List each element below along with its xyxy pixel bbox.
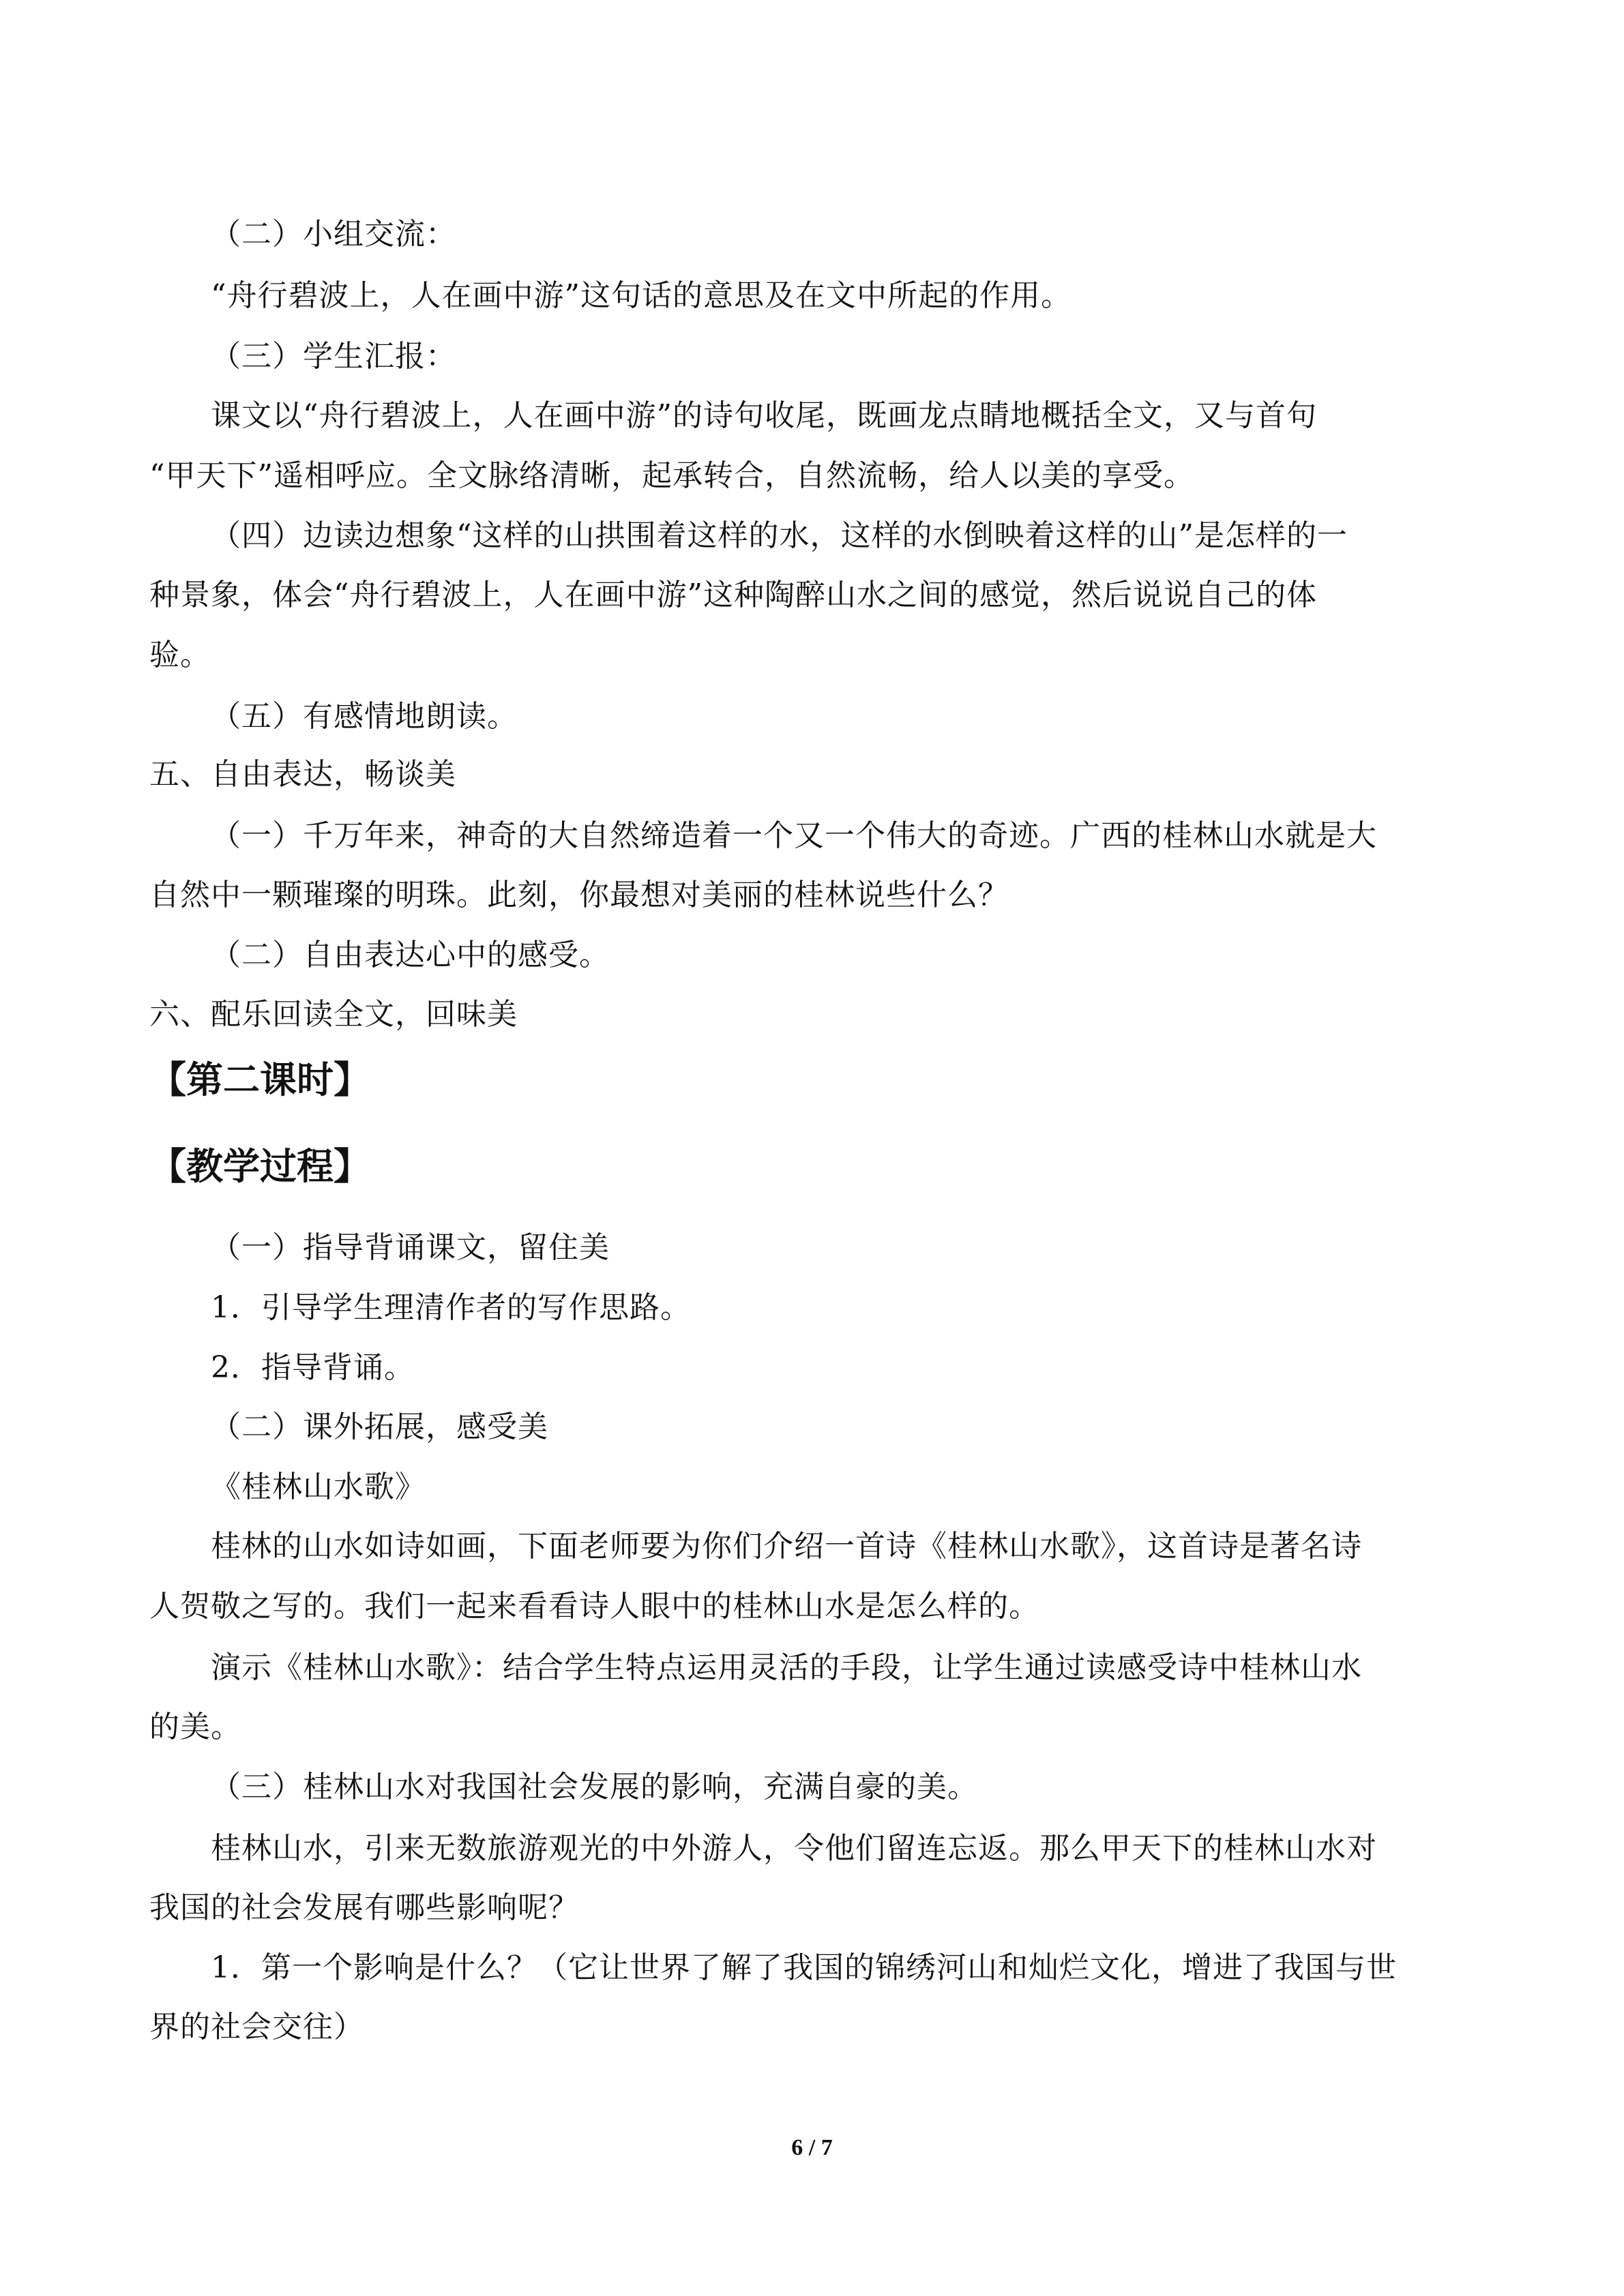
paragraph-line: 课文以“舟行碧波上，人在画中游”的诗句收尾，既画龙点睛地概括全文，又与首句 <box>211 398 1317 433</box>
paragraph-line: 人贺敬之写的。我们一起来看看诗人眼中的桂林山水是怎么样的。 <box>149 1589 1039 1624</box>
paragraph-line: （二）小组交流： <box>211 217 456 252</box>
paragraph-line: 桂林的山水如诗如画，下面老师要为你们介绍一首诗《桂林山水歌》，这首诗是著名诗 <box>211 1529 1362 1564</box>
paragraph-line: 2．指导背诵。 <box>211 1350 415 1385</box>
paragraph-line: 我国的社会发展有哪些影响呢？ <box>149 1890 579 1925</box>
paragraph-line: 桂林山水，引来无数旅游观光的中外游人，令他们留连忘返。那么甲天下的桂林山水对 <box>211 1831 1377 1866</box>
paragraph-line: （一）千万年来，神奇的大自然缔造着一个又一个伟大的奇迹。广西的桂林山水就是大 <box>211 818 1377 853</box>
paragraph-line: 验。 <box>149 638 211 672</box>
section-title: 六、配乐回读全文，回味美 <box>149 997 518 1032</box>
poem-title: 《桂林山水歌》 <box>211 1470 426 1504</box>
paragraph-line: 界的社会交往） <box>149 2010 364 2044</box>
paragraph-line: （一）指导背诵课文，留住美 <box>211 1230 610 1265</box>
paragraph-line: “舟行碧波上，人在画中游”这句话的意思及在文中所起的作用。 <box>211 278 1072 313</box>
paragraph-line: 1．引导学生理清作者的写作思路。 <box>211 1290 691 1325</box>
paragraph-line: 1．第一个影响是什么？（它让世界了解了我国的锦绣河山和灿烂文化，增进了我国与世 <box>211 1950 1397 1985</box>
process-heading: 【教学过程】 <box>149 1145 370 1188</box>
paragraph-line: 演示《桂林山水歌》：结合学生特点运用灵活的手段，让学生通过读感受诗中桂林山水 <box>211 1650 1362 1685</box>
paragraph-line: （三）学生汇报： <box>211 339 456 374</box>
paragraph-line: （五）有感情地朗读。 <box>211 699 518 734</box>
paragraph-line: 自然中一颗璀璨的明珠。此刻，你最想对美丽的桂林说些什么？ <box>149 878 1009 912</box>
paragraph-line: （二）课外拓展，感受美 <box>211 1410 548 1444</box>
paragraph-line: （三）桂林山水对我国社会发展的影响，充满自豪的美。 <box>211 1770 978 1804</box>
paragraph-line: （二）自由表达心中的感受。 <box>211 938 610 972</box>
paragraph-line: 种景象，体会“舟行碧波上，人在画中游”这种陶醉山水之间的感觉，然后说说自己的体 <box>149 578 1317 612</box>
section-title: 五、自由表达，畅谈美 <box>149 757 456 792</box>
paragraph-line: “甲天下”遥相呼应。全文脉络清晰，起承转合，自然流畅，给人以美的享受。 <box>149 458 1194 493</box>
paragraph-line: （四）边读边想象“这样的山拱围着这样的水，这样的水倒映着这样的山”是怎样的一 <box>211 518 1348 553</box>
lesson-heading: 【第二课时】 <box>149 1058 370 1101</box>
page-number: 6 / 7 <box>791 2135 833 2160</box>
paragraph-line: 的美。 <box>149 1710 241 1744</box>
